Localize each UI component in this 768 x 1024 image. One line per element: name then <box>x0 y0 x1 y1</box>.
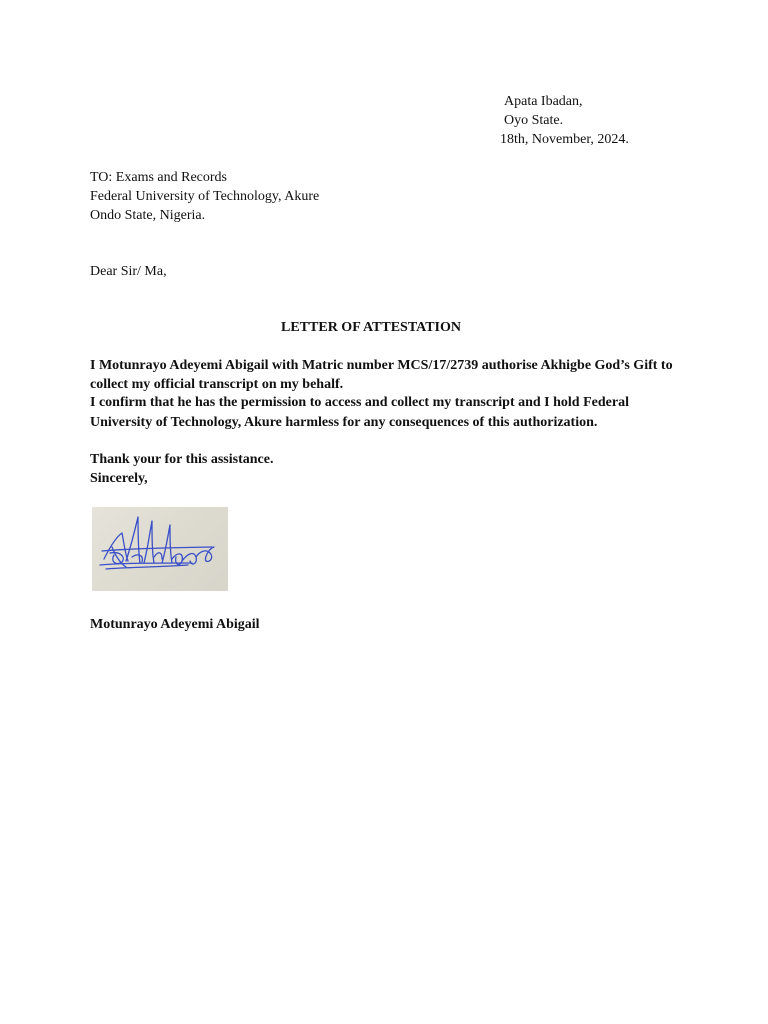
recipient-line-1: TO: Exams and Records <box>90 170 227 185</box>
signature-scribble <box>92 507 228 591</box>
letter-title: LETTER OF ATTESTATION <box>281 320 461 335</box>
body-paragraph-2-line-2: University of Technology, Akure harmless for any consequences of this authorization. <box>90 415 598 430</box>
letter-date: 18th, November, 2024. <box>500 132 629 147</box>
sender-address-line-1: Apata Ibadan, <box>504 94 583 109</box>
closing-sign-off: Sincerely, <box>90 471 148 486</box>
body-paragraph-1-line-1: I Motunrayo Adeyemi Abigail with Matric number MCS/17/2739 authorise Akhigbe God’s Gift to <box>90 358 673 373</box>
body-paragraph-1-line-2: collect my official transcript on my behalf. <box>90 377 344 392</box>
recipient-line-3: Ondo State, Nigeria. <box>90 208 206 223</box>
signatory-name: Motunrayo Adeyemi Abigail <box>90 617 260 632</box>
closing-thanks: Thank your for this assistance. <box>90 452 274 467</box>
salutation: Dear Sir/ Ma, <box>90 264 167 279</box>
signature-image <box>92 507 228 591</box>
body-paragraph-2-line-1: I confirm that he has the permission to access and collect my transcript and I hold Federal <box>90 395 629 410</box>
recipient-line-2: Federal University of Technology, Akure <box>90 189 320 204</box>
sender-address-line-2: Oyo State. <box>504 113 564 128</box>
